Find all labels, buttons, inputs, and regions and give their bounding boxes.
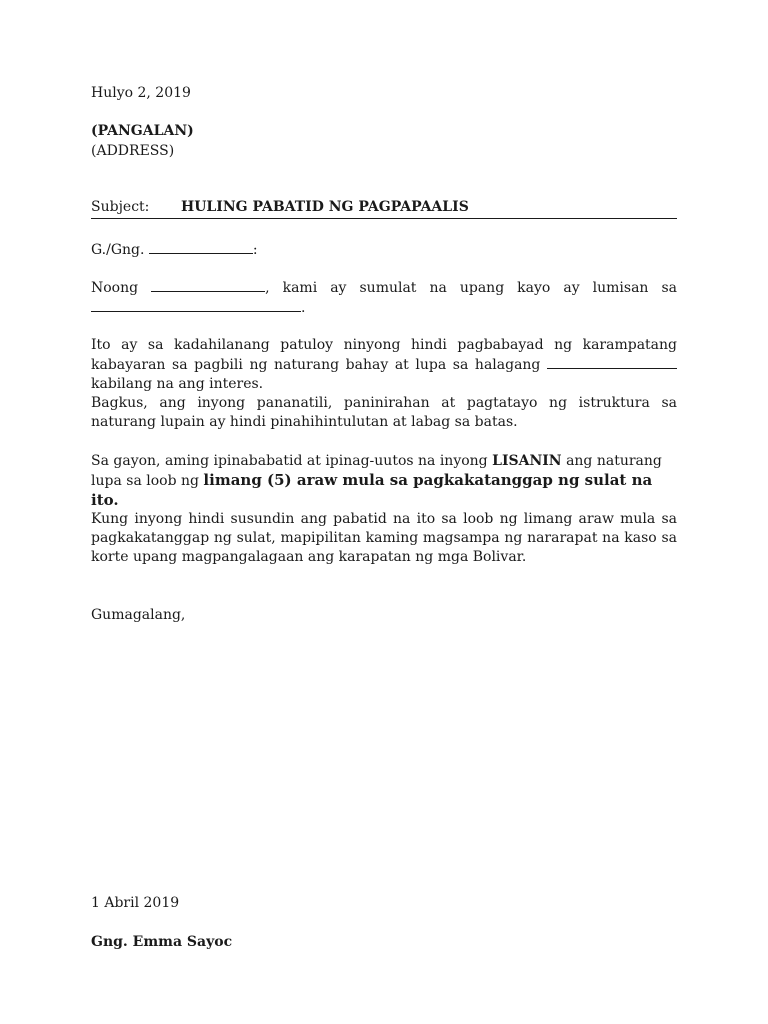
salutation-prefix: G./Gng. [91,242,145,258]
p2-part1: Ito ay sa kadahilanang patuloy ninyong hindi pagbabayad ng karampatang kabayaran sa pagbili ng naturang bahay at lupa sa halagang [91,337,677,373]
paragraph-2 [91,336,677,394]
paragraph-1-line [91,278,677,298]
p1-date-blank [151,278,265,292]
subject-line [91,198,677,219]
salutation-blank [149,240,253,254]
sign-date: 1 Abril 2019 [91,895,180,911]
paragraph-3: Bagkus, ang inyong pananatili, paninirahan at pagtatayo ng istruktura sa naturang lupain ay hindi pinahihintulutan at labag sa batas. [91,395,677,430]
subject-label: Subject: [91,199,150,215]
p4-part1: Sa gayon, aming ipinababatid at ipinag-uutos na inyong [91,453,488,469]
letter-date: Hulyo 2, 2019 [91,85,191,101]
paragraph-5: Kung inyong hindi susundin ang pabatid na ito sa loob ng limang araw mula sa pagkakatanggap ng sulat, mapipilitan kaming magsampa ng nararapat na kaso sa korte upang magpangalagaan ang karapatan ng mga Bolivar. [91,511,677,565]
p2-part2: kabilang na ang interes. [91,376,264,392]
p2-amount-blank [547,355,677,369]
p1-part1: Noong [91,280,139,296]
paragraph-1 [91,278,677,318]
salutation-suffix: : [252,242,258,258]
recipient-name: (PANGALAN) [91,123,194,139]
salutation [91,240,677,260]
p4-part2: ang naturang lupa sa loob ng [91,453,662,489]
paragraph-1-end [91,298,677,318]
signatory: Gng. Emma Sayoc [91,934,233,950]
recipient-address: (ADDRESS) [91,143,175,159]
paragraph-4 [91,452,677,511]
p1-end: . [301,300,306,316]
closing: Gumagalang, [91,607,186,623]
p1-part2: , kami ay sumulat na upang kayo ay lumisan sa [265,280,678,296]
p4-bold-lisanin: LISANIN [492,453,562,469]
subject-text: HULING PABATID NG PAGPAPAALIS [181,199,469,215]
p4-bold-deadline: limang (5) araw mula sa pagkakatanggap ng sulat na ito. [91,471,653,509]
p1-address-blank [91,298,301,312]
